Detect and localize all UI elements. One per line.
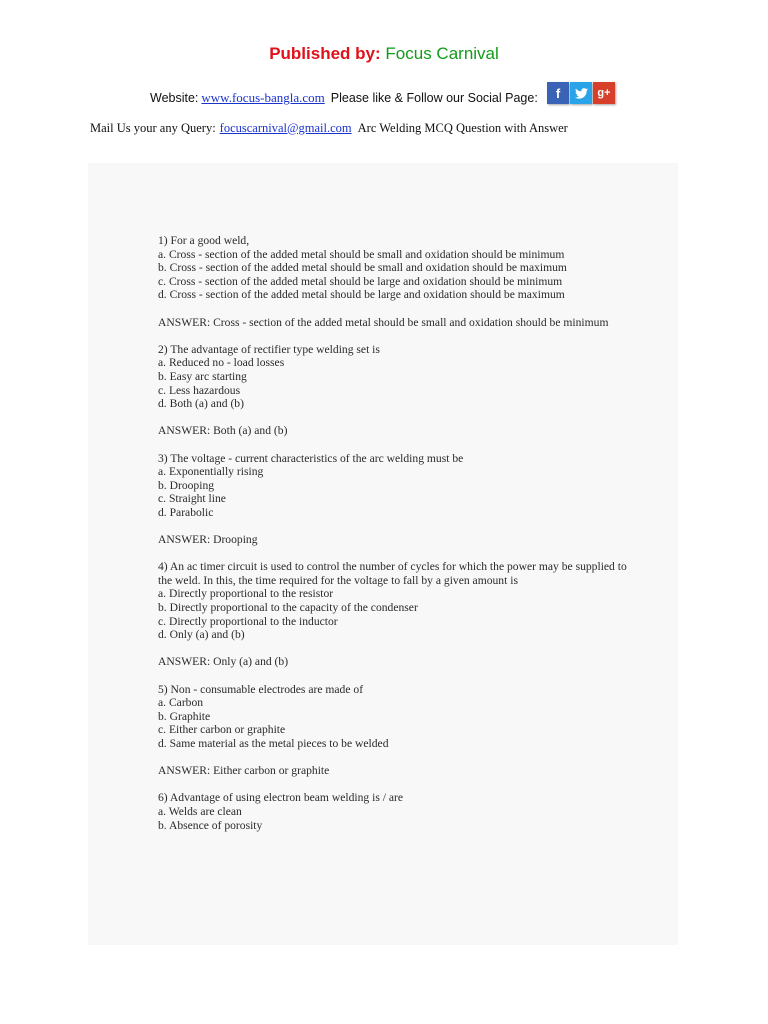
question-text: 6) Advantage of using electron beam welding is / are (158, 791, 404, 805)
question-text: 2) The advantage of rectifier type welding set is (158, 342, 380, 356)
option: b. Graphite (158, 709, 211, 723)
option: d. Both (a) and (b) (158, 397, 244, 411)
question-3 (158, 452, 628, 520)
document-title: Arc Welding MCQ Question with Answer (357, 120, 568, 135)
option: d. Cross - section of the added metal should be large and oxidation should be maximum (158, 288, 565, 302)
question-1 (158, 234, 628, 302)
website-label: Website: (150, 91, 199, 105)
option: b. Directly proportional to the capacity of the condenser (158, 601, 418, 615)
question-text: 5) Non - consumable electrodes are made of (158, 682, 364, 696)
option: c. Straight line (158, 492, 226, 506)
published-by-label: Published by: (269, 44, 381, 63)
answer-5: ANSWER: Either carbon or graphite (158, 764, 330, 778)
option: c. Less hazardous (158, 383, 241, 397)
question-4 (158, 560, 628, 642)
question-5 (158, 683, 628, 751)
website-line (150, 88, 538, 108)
mail-line (90, 119, 568, 137)
option: a. Exponentially rising (158, 465, 264, 479)
twitter-icon[interactable] (570, 82, 592, 104)
answer-4: ANSWER: Only (a) and (b) (158, 655, 289, 669)
google-plus-icon[interactable]: g+ (593, 82, 615, 104)
option: a. Carbon (158, 696, 204, 710)
mail-link[interactable]: focuscarnival@gmail.com (219, 120, 352, 135)
option: b. Easy arc starting (158, 369, 247, 383)
option: d. Only (a) and (b) (158, 628, 245, 642)
option: c. Directly proportional to the inductor (158, 614, 338, 628)
facebook-icon[interactable]: f (547, 82, 569, 104)
option: c. Cross - section of the added metal should be large and oxidation should be minimum (158, 274, 563, 288)
option: c. Either carbon or graphite (158, 723, 286, 737)
question-text: 4) An ac timer circuit is used to control the number of cycles for which the power may be supplied to the weld. In this, the time required for the voltage to fall by a given amount is (158, 560, 627, 587)
question-list (158, 234, 628, 846)
option: a. Reduced no - load losses (158, 356, 285, 370)
option: b. Cross - section of the added metal should be small and oxidation should be maximum (158, 261, 567, 275)
answer-3: ANSWER: Drooping (158, 533, 258, 547)
option: b. Absence of porosity (158, 818, 263, 832)
question-text: 1) For a good weld, (158, 234, 250, 247)
answer-1: ANSWER: Cross - section of the added metal should be small and oxidation should be minimum (158, 315, 609, 329)
question-2 (158, 343, 628, 411)
option: d. Same material as the metal pieces to be welded (158, 736, 389, 750)
question-6 (158, 791, 628, 832)
question-text: 3) The voltage - current characteristics of the arc welding must be (158, 451, 464, 465)
website-link[interactable]: www.focus-bangla.com (201, 90, 325, 105)
option: b. Drooping (158, 478, 215, 492)
social-icons (547, 82, 615, 104)
option: a. Welds are clean (158, 804, 242, 818)
option: a. Cross - section of the added metal should be small and oxidation should be minimum (158, 247, 565, 261)
option: d. Parabolic (158, 505, 214, 519)
answer-2: ANSWER: Both (a) and (b) (158, 424, 288, 438)
publisher-header (0, 44, 768, 64)
mail-label: Mail Us your any Query: (90, 120, 216, 135)
option: a. Directly proportional to the resistor (158, 587, 334, 601)
social-label: Please like & Follow our Social Page: (330, 91, 538, 105)
publisher-name: Focus Carnival (385, 44, 499, 63)
